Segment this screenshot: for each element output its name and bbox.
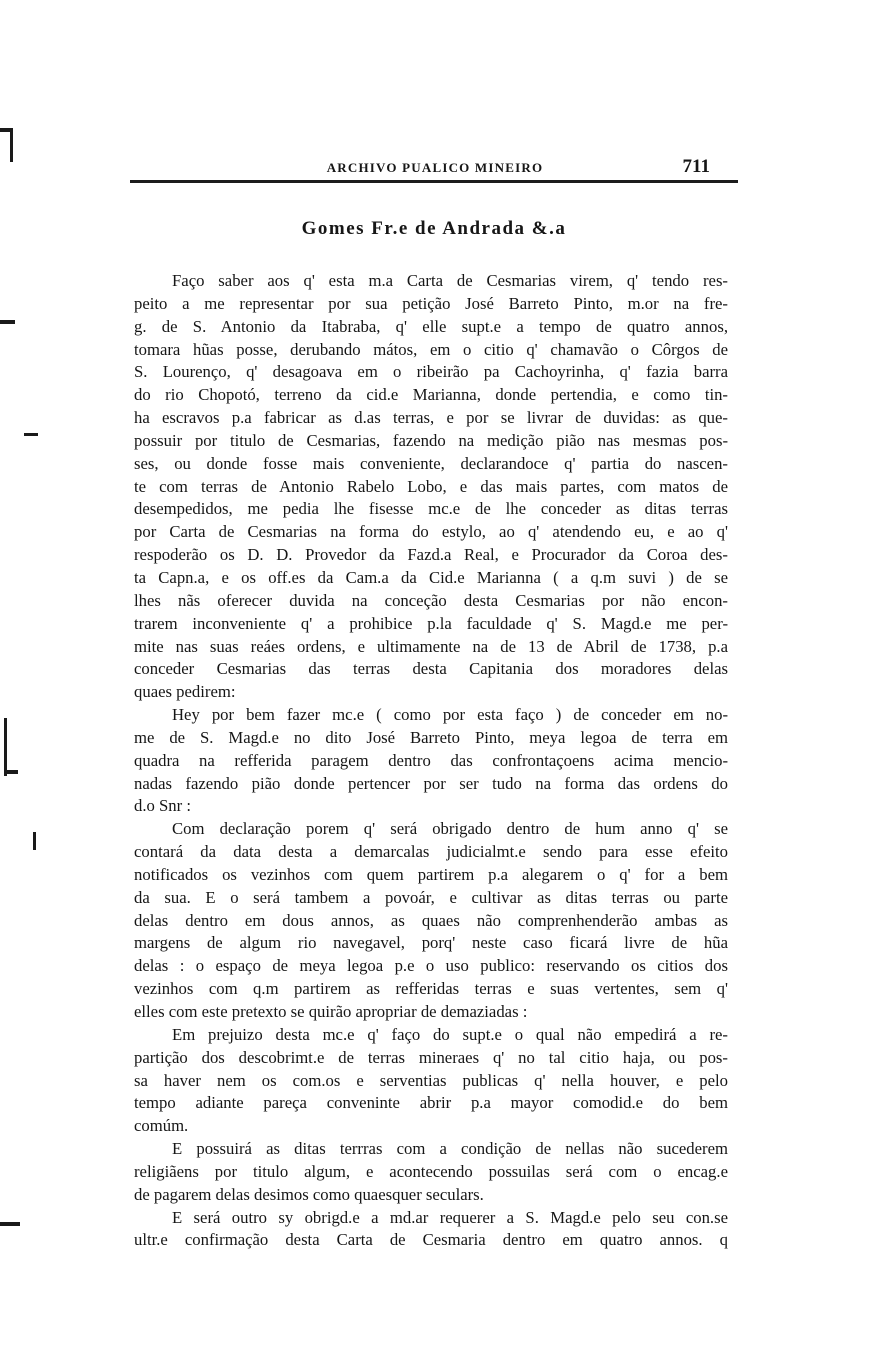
- text-line: ses, ou donde fosse mais conveniente, declarandoce q' partia do nascen-: [134, 453, 728, 473]
- scan-edge-mark: [0, 1222, 20, 1226]
- text-line: Com declaração porem q' será obrigado dentro de hum anno q' se: [172, 819, 728, 839]
- text-line: delas : o espaço de meya legoa p.e o uso publico: reservando os citios dos: [134, 956, 728, 976]
- text-line: te com terras de Antonio Rabelo Lobo, e das mais partes, com matos de: [134, 476, 728, 496]
- document-body: [134, 270, 728, 1252]
- text-line: por Carta de Cesmarias na forma do estylo, ao q' atendendo eu, e ao q': [134, 522, 728, 542]
- text-line: notificados os vezinhos com quem partirem p.a alegarem o q' for a bem: [134, 864, 728, 884]
- scan-edge-mark: [10, 128, 13, 162]
- text-line: quadra na refferida paragem dentro das confrontaçoens acima mencio-: [134, 750, 728, 770]
- scan-edge-mark: [4, 718, 7, 776]
- text-line: ultr.e confirmação desta Carta de Cesmaria dentro em quatro annos. q: [134, 1230, 728, 1250]
- text-line: elles com este pretexto se quirão apropriar de demaziadas :: [134, 1002, 528, 1021]
- page-header: [134, 157, 736, 181]
- text-line: ha escravos p.a fabricar as d.as terras, e por se livrar de duvidas: as que-: [134, 408, 728, 428]
- text-line: comúm.: [134, 1116, 189, 1136]
- text-line: sa haver nem os com.os e serventias publicas q' nella houver, e pelo: [134, 1070, 728, 1090]
- scan-edge-mark: [24, 433, 38, 436]
- text-line: peito a me representar por sua petição José Barreto Pinto, m.or na fre-: [134, 293, 728, 313]
- text-line: partição dos descobrimt.e de terras mineraes q' no tal citio haja, ou pos-: [134, 1047, 728, 1067]
- text-line: trarem inconveniente q' a prohibice p.la faculdade q' S. Magd.e me per-: [134, 613, 728, 633]
- text-line: E possuirá as ditas terrras com a condição de nellas não sucederem: [172, 1139, 728, 1159]
- running-title: ARCHIVO PUALICO MINEIRO: [326, 160, 544, 175]
- text-line: respoderão os D. D. Provedor da Fazd.a Real, e Procurador da Coroa des-: [134, 545, 728, 565]
- text-line: conceder Cesmarias das terras desta Capitania dos moradores delas: [134, 659, 728, 679]
- text-line: desempedidos, me pedia lhe fisesse mc.e de lhe conceder as ditas terras: [134, 499, 728, 519]
- text-line: religiãens por titulo algum, e acontecendo possuilas será com o encag.e: [134, 1161, 728, 1181]
- page-number: 711: [682, 156, 710, 177]
- text-line: mite nas suas reáes ordens, e ultimamente na de 13 de Abril de 1738, p.a: [134, 636, 728, 656]
- text-line: vezinhos com q.m partirem as refferidas terras e suas vertentes, sem q': [134, 979, 728, 999]
- text-line: lhes nãs oferecer duvida na conceção desta Cesmarias por não encon-: [134, 590, 728, 610]
- text-line: Faço saber aos q' esta m.a Carta de Cesmarias virem, q' tendo res-: [172, 271, 728, 290]
- text-line: tomara hũas posse, derubando mátos, em o citio q' chamavão o Côrgos de: [134, 339, 728, 359]
- text-line: E será outro sy obrigd.e a md.ar requerer a S. Magd.e pelo seu con.se: [172, 1207, 728, 1227]
- text-line: nadas fazendo pião donde pertencer por ser tudo na forma das ordens do: [134, 773, 728, 793]
- text-line: de pagarem delas desimos como quaesquer seculars.: [134, 1184, 484, 1204]
- text-line: ta Capn.a, e os off.es da Cam.a da Cid.e Marianna ( a q.m suvi ) de se: [134, 567, 728, 587]
- text-line: g. de S. Antonio da Itabraba, q' elle supt.e a tempo de quatro annos,: [134, 316, 728, 336]
- text-line: da sua. E o será tambem a povoár, e cultivar as ditas terras ou parte: [134, 887, 728, 907]
- scan-edge-mark: [0, 320, 15, 324]
- header-rule: [130, 180, 738, 183]
- text-line: delas dentro em dous annos, as quaes não comprenhenderão ambas as: [134, 910, 728, 930]
- text-line: contará da data desta a demarcalas judicialmt.e sendo para esse efeito: [134, 842, 728, 862]
- text-line: tempo adiante pareça conveninte abrir p.a mayor comodid.e do bem: [134, 1093, 728, 1113]
- text-line: do rio Chopotó, terreno da cid.e Marianna, donde pertendia, e como tin-: [134, 385, 728, 405]
- text-line: quaes pedirem:: [134, 682, 236, 702]
- scan-edge-mark: [4, 770, 18, 774]
- text-line: me de S. Magd.e no dito José Barreto Pinto, meya legoa de terra em: [134, 727, 728, 747]
- document-title: Gomes Fr.e de Andrada &.a: [301, 218, 567, 239]
- text-line: Hey por bem fazer mc.e ( como por esta faço ) de conceder em no-: [172, 705, 728, 725]
- text-line: margens de algum rio navegavel, porq' neste caso ficará livre de hũa: [134, 933, 728, 953]
- text-line: S. Lourenço, q' desagoava em o ribeirão pa Cachoyrinha, q' fazia barra: [134, 362, 728, 382]
- text-line: d.o Snr :: [134, 796, 192, 816]
- text-line: possuir por titulo de Cesmarias, fazendo na medição pião nas mesmas pos-: [134, 430, 728, 450]
- scan-edge-mark: [33, 832, 36, 850]
- text-line: Em prejuizo desta mc.e q' faço do supt.e o qual não empedirá a re-: [172, 1024, 728, 1044]
